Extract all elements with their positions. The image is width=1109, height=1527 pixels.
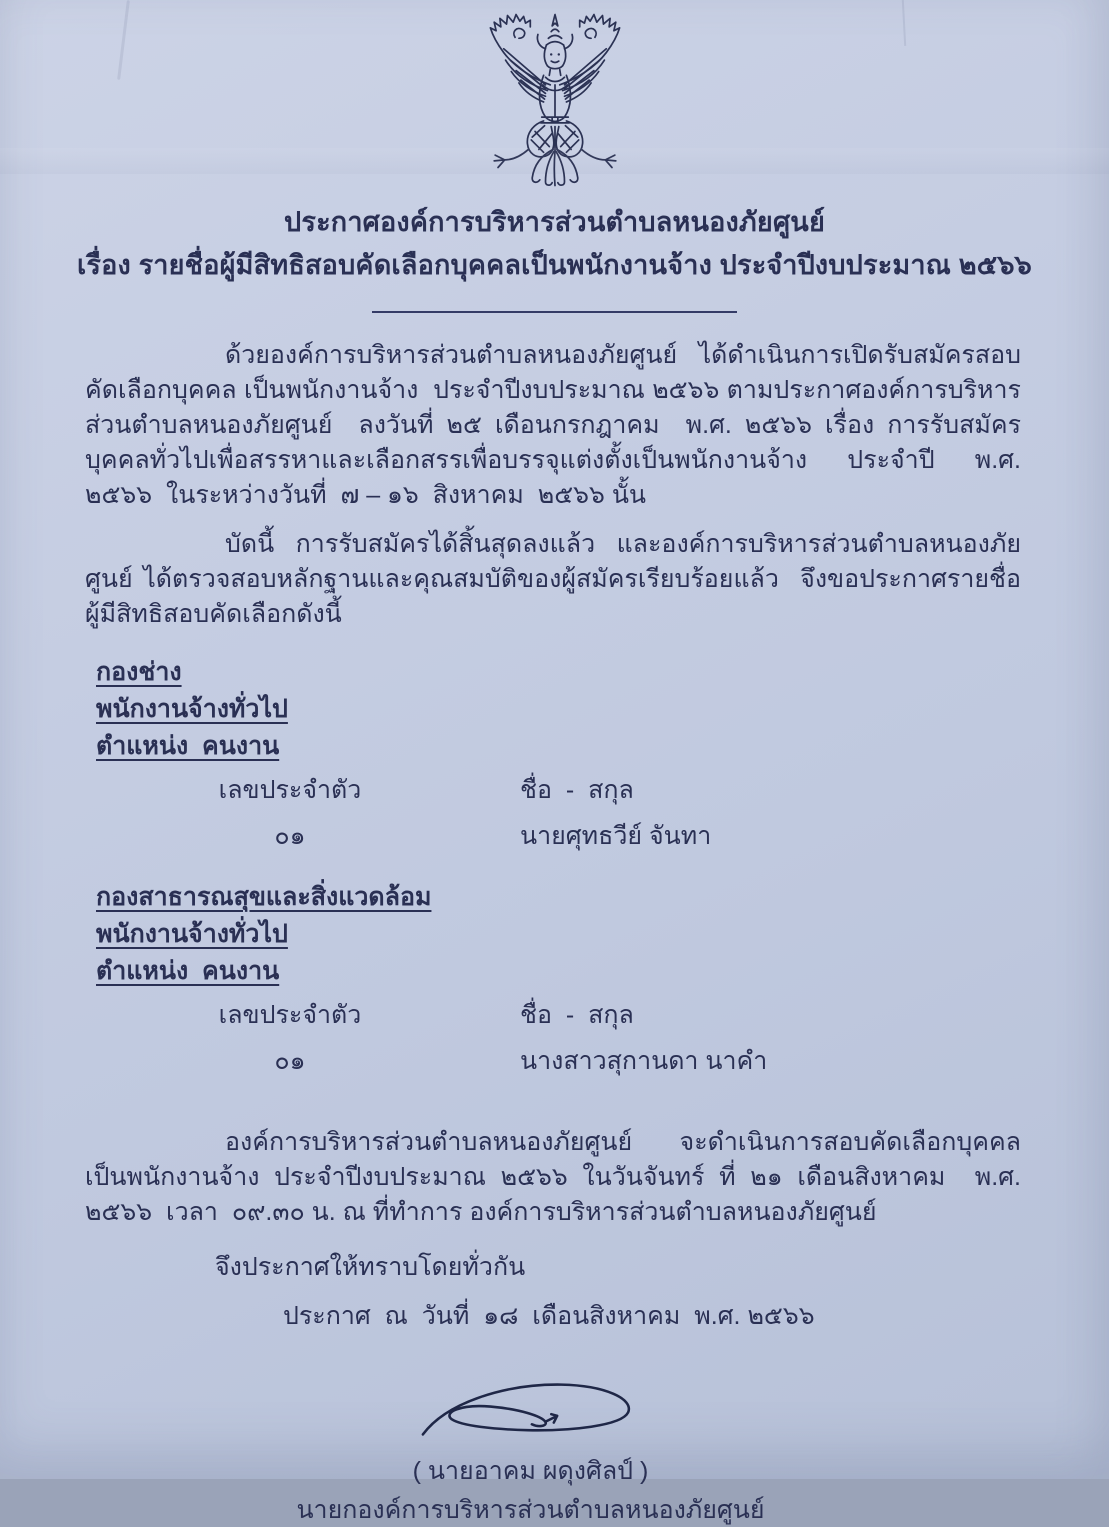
section1-table-header (0, 773, 1109, 807)
announcement-date-line: ประกาศ ณ วันที่ ๑๘ เดือนสิงหาคม พ.ศ. ๒๕๖๖ (283, 1302, 815, 1330)
section2-col-name-header: ชื่อ - สกุล (520, 1001, 634, 1029)
applicant-name: นายศุทธวีย์ จันทา (520, 822, 712, 850)
applicant-number: ๐๑ (274, 822, 306, 850)
applicant-name: นางสาวสุกานดา นาคำ (520, 1047, 768, 1075)
section2-position-heading: ตำแหน่ง คนงาน (96, 957, 280, 985)
section1-employment-type-heading: พนักงานจ้างทั่วไป (96, 695, 288, 723)
page-title-line1: ประกาศองค์การบริหารส่วนตำบลหนองภัยศูนย์ (284, 207, 825, 237)
section1-table-row (0, 819, 1109, 853)
page-title-line2: เรื่อง รายชื่อผู้มีสิทธิสอบคัดเลือกบุคคลเป็นพนักงานจ้าง ประจำปีงบประมาณ ๒๕๖๖ (76, 250, 1033, 280)
section1-position-heading: ตำแหน่ง คนงาน (96, 732, 280, 760)
paragraph-verification: บัดนี้ การรับสมัครได้สิ้นสุดลงแล้ว และองค์การบริหารส่วนตำบลหนองภัยศูนย์ ได้ตรวจสอบหลักฐานและคุณสมบัติของผู้สมัครเรียบร้อยแล้ว จึงขอประกาศรายชื่อผู้มีสิทธิสอบคัดเลือกดังนี้ (85, 530, 1021, 628)
section2-table-row (0, 1044, 1109, 1078)
emblem-container (0, 0, 1109, 199)
applicant-number: ๐๑ (274, 1047, 306, 1075)
garuda-emblem-icon (460, 8, 650, 194)
section1-col-name-header: ชื่อ - สกุล (520, 776, 634, 804)
signature-block (0, 1377, 1085, 1527)
title-divider-rule (372, 311, 737, 313)
paragraph-opening: ด้วยองค์การบริหารส่วนตำบลหนองภัยศูนย์ ได้ดำเนินการเปิดรับสมัครสอบคัดเลือกบุคคล เป็นพนักงานจ้าง ประจำปีงบประมาณ ๒๕๖๖ ตามประกาศองค์การบริหารส่วนตำบลหนองภัยศูนย์ ลงวันที่ ๒๕ เดือนกรกฎาคม พ.ศ. ๒๕๖๖ เรื่อง การรับสมัครบุคคลทั่วไปเพื่อสรรหาและเลือกสรรเพื่อบรรจุแต่งตั้งเป็นพนักงานจ้าง ประจำปี พ.ศ. ๒๕๖๖ ในระหว่างวันที่ ๗ – ๑๖ สิงหาคม ๒๕๖๖ นั้น (85, 341, 1021, 509)
handwritten-signature-icon (391, 1377, 671, 1453)
section2-division-heading: กองสาธารณสุขและสิ่งแวดล้อม (96, 883, 432, 911)
signer-name: ( นายอาคม ผดุงศิลป์ ) (412, 1457, 649, 1485)
section2-col-id-header: เลขประจำตัว (218, 1001, 362, 1029)
section2-table-header (0, 998, 1109, 1032)
paragraph-exam-schedule: องค์การบริหารส่วนตำบลหนองภัยศูนย์ จะดำเนินการสอบคัดเลือกบุคคลเป็นพนักงานจ้าง ประจำปีงบประมาณ ๒๕๖๖ ในวันจันทร์ ที่ ๒๑ เดือนสิงหาคม พ.ศ. ๒๕๖๖ เวลา ๐๙.๓๐ น. ณ ที่ทำการ องค์การบริหารส่วนตำบลหนองภัยศูนย์ (85, 1128, 1021, 1226)
section2-employment-type-heading: พนักงานจ้างทั่วไป (96, 920, 288, 948)
section1-division-heading: กองช่าง (96, 658, 182, 686)
section1-col-id-header: เลขประจำตัว (218, 776, 362, 804)
signer-title: นายกองค์การบริหารส่วนตำบลหนองภัยศูนย์ (296, 1496, 765, 1524)
closing-line: จึงประกาศให้ทราบโดยทั่วกัน (215, 1253, 526, 1281)
